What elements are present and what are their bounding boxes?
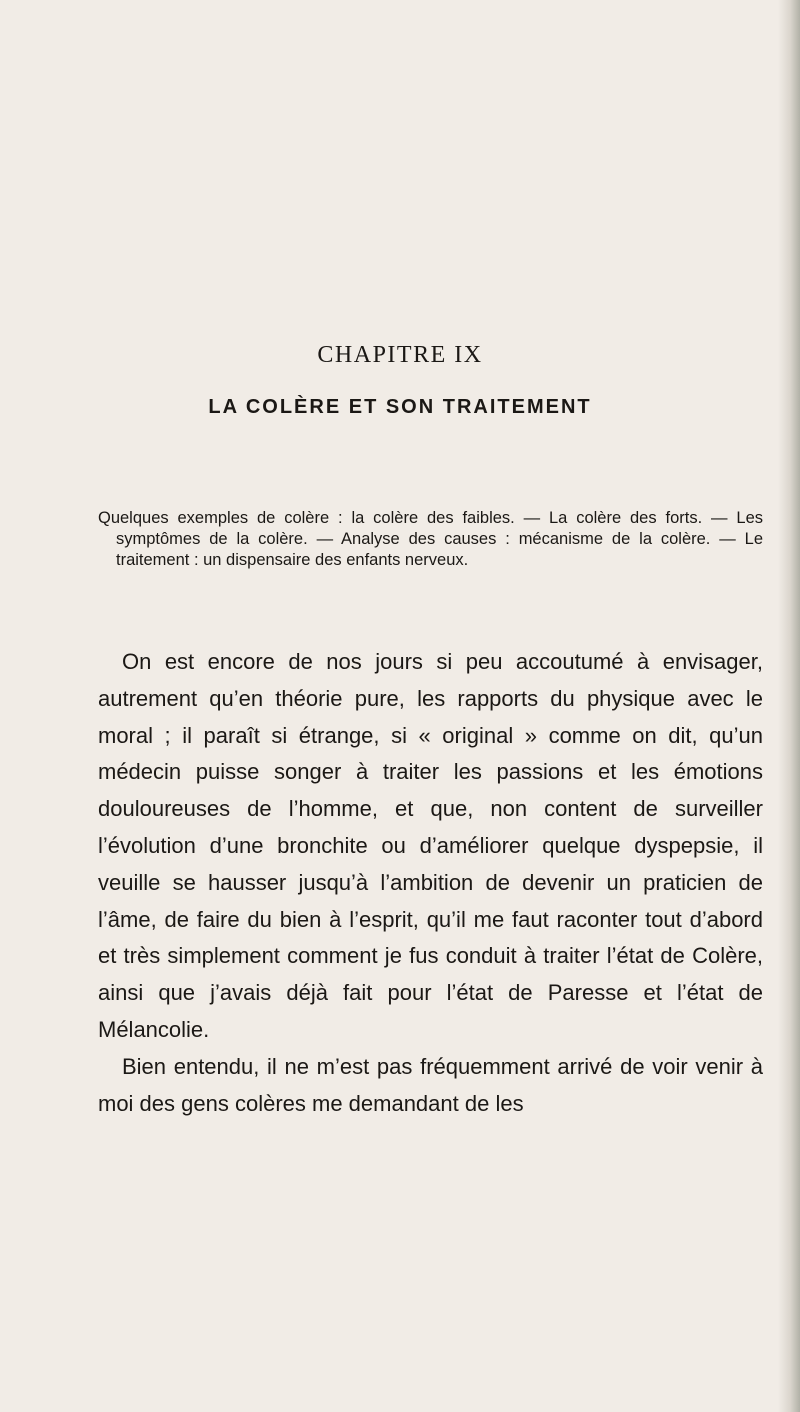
body-text	[98, 644, 763, 1122]
chapter-title: LA COLÈRE ET SON TRAITEMENT	[208, 396, 592, 418]
chapter-number: CHAPITRE IX	[317, 342, 483, 368]
paragraph: Bien entendu, il ne m’est pas fréquemment arrivé de voir venir à moi des gens colères me demandant de les	[98, 1053, 763, 1116]
page-edge-shadow	[778, 0, 800, 1412]
chapter-summary: Quelques exemples de colère : la colère des faibles. — La colère des forts. — Les symptômes de la colère. — Analyse des causes : mécanisme de la colère. — Le traitement : un dispensaire des enfants nerveux.	[98, 509, 763, 569]
paragraph: On est encore de nos jours si peu accoutumé à envisager, autrement qu’en théorie pure, les rapports du physique avec le moral ; il paraît si étrange, si « original » comme on dit, qu’un médecin puisse songer à traiter les passions et les émotions douloureuses de l’homme, et que, non content de surveiller l’évolution d’une bronchite ou d’améliorer quelque dyspepsie, il veuille se hausser jusqu’à l’ambition de devenir un praticien de l’âme, de faire du bien à l’esprit, qu’il me faut raconter tout d’abord et très simplement comment je fus conduit à traiter l’état de Colère, ainsi que j’avais déjà fait pour l’état de Paresse et l’état de Mélancolie.	[98, 649, 763, 1042]
